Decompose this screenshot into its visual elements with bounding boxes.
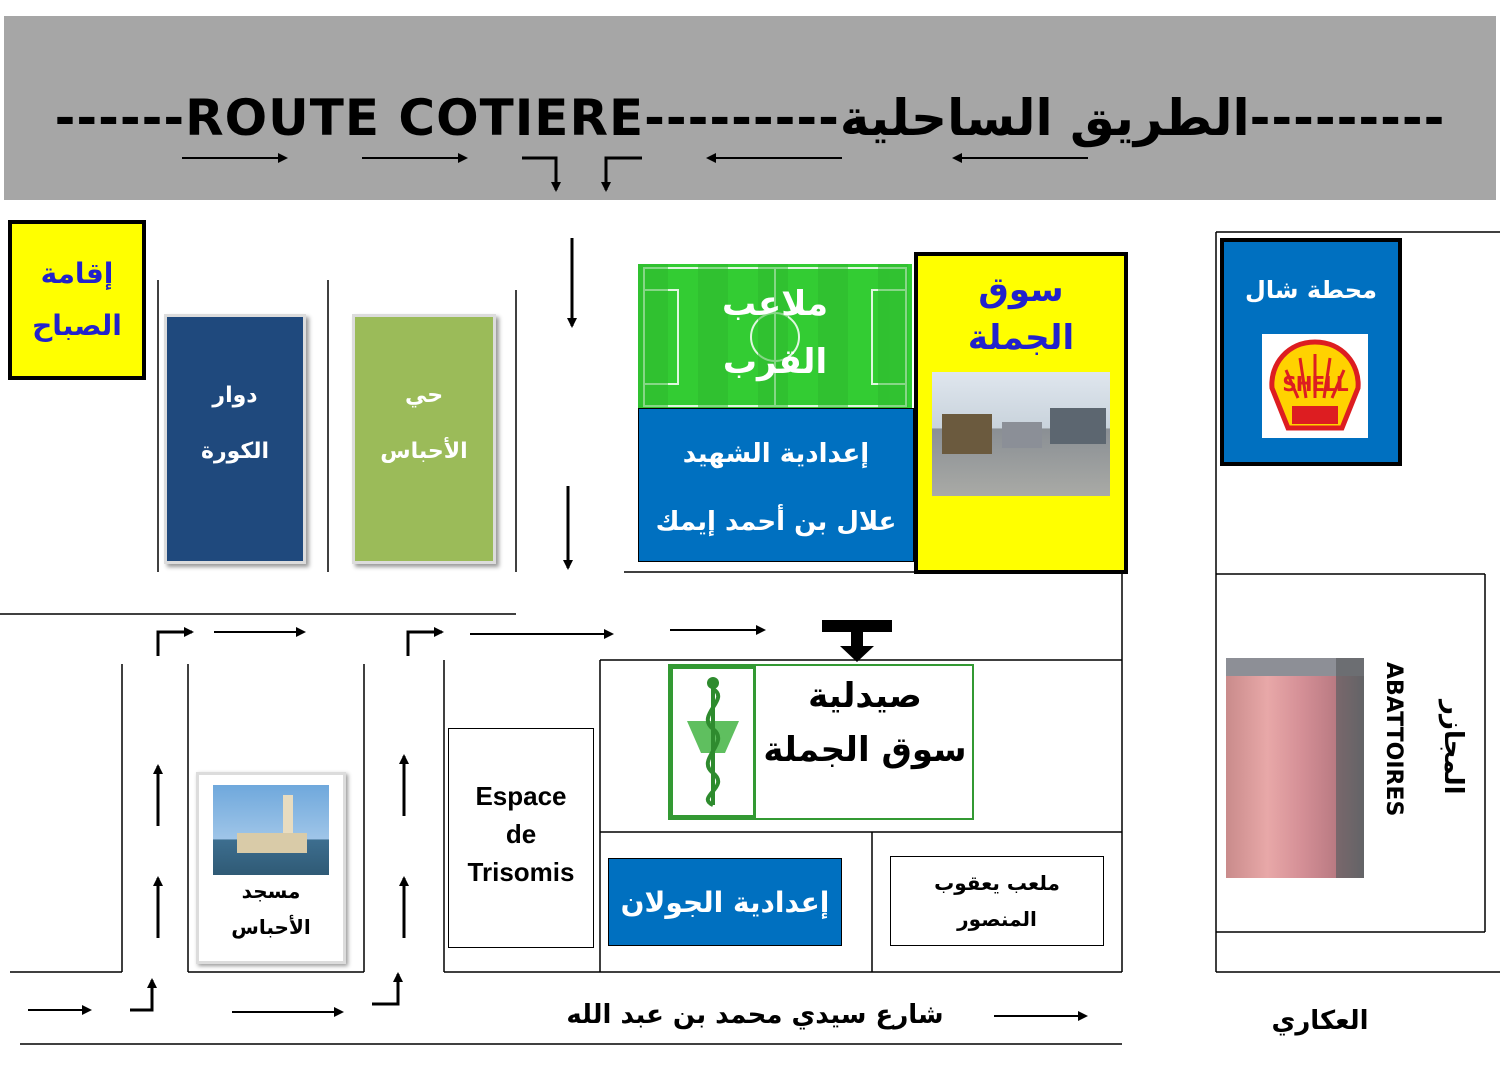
arrow-icon [606,158,642,190]
souk-label-1: سوق [978,270,1064,310]
pharmacie-label-2: سوق الجملة [763,730,967,770]
shell-station-block [1220,238,1402,466]
douar-label-1: دوار [212,383,258,408]
route-dash-mid: --------- [644,89,840,147]
iqamat-sabah-label: إقامة الصباح [32,257,122,342]
akkari-label: العكاري [1271,1006,1369,1036]
golan-block [608,858,842,946]
idadia-label-1: إعدادية الشهيد [682,439,870,469]
caduceus-icon [670,666,756,818]
route-dash-right: --------- [1249,89,1446,147]
souk-jemla-block [914,252,1128,574]
espace-label-1: Espace [475,781,567,811]
route-label-ar: الطريق الساحلية [839,89,1250,147]
shell-logo-icon [1262,334,1368,438]
mosque-label-2: الأحباس [231,915,311,939]
arrow-icon [372,974,398,1004]
mosque-photo [213,785,329,875]
mosque-block [196,772,346,964]
espace-label-3: Trisomis [467,857,575,887]
malaib-qorb-block [638,264,912,410]
espace-label-2: de [505,819,537,849]
arrow-icon [158,632,192,656]
stade-label-1: ملعب يعقوب [934,871,1060,895]
douar-label-2: الكورة [200,439,270,464]
shell-logo-text: SHELL [1282,372,1348,396]
golan-label: إعدادية الجولان [620,885,830,919]
stade-mansour-block [890,856,1104,946]
route-label-fr: ROUTE COTIERE [185,89,645,147]
pharmacie-block [668,664,974,820]
idadia-label-2: علال بن أحمد إيمك [655,507,897,537]
douar-lkoura-block [164,314,306,564]
t-junction-icon [822,620,892,662]
stade-label-2: المنصور [957,907,1037,931]
mosque-label-1: مسجد [241,879,301,903]
abattoires-photo [1226,658,1364,878]
souk-photo [932,372,1110,496]
route-dash-left: ------ [54,89,186,147]
hay-lahbass-block [352,314,496,564]
espace-trisomis-block [448,728,594,948]
malaib-label-1: ملاعب [721,284,829,324]
hay-label-2: الأحباس [380,439,468,464]
arrow-icon [408,632,442,656]
malaib-label-2: القرب [722,342,828,382]
abattoires-fr-label: ABATTOIRES [1381,662,1406,817]
shell-station-label: محطة شال [1245,276,1377,304]
iqamat-sabah-block [8,220,146,380]
idadia-chahid-block [638,408,914,562]
abattoires-ar-label: المجازر [1438,700,1468,795]
hay-label-1: حي [404,383,444,408]
souk-label-2: الجملة [967,318,1075,358]
arrow-icon [130,980,152,1010]
street-sidi-mohamed-label: شارع سيدي محمد بن عبد الله [566,1000,944,1030]
pharmacie-label-1: صيدلية [808,676,922,716]
arrow-icon [522,158,556,190]
